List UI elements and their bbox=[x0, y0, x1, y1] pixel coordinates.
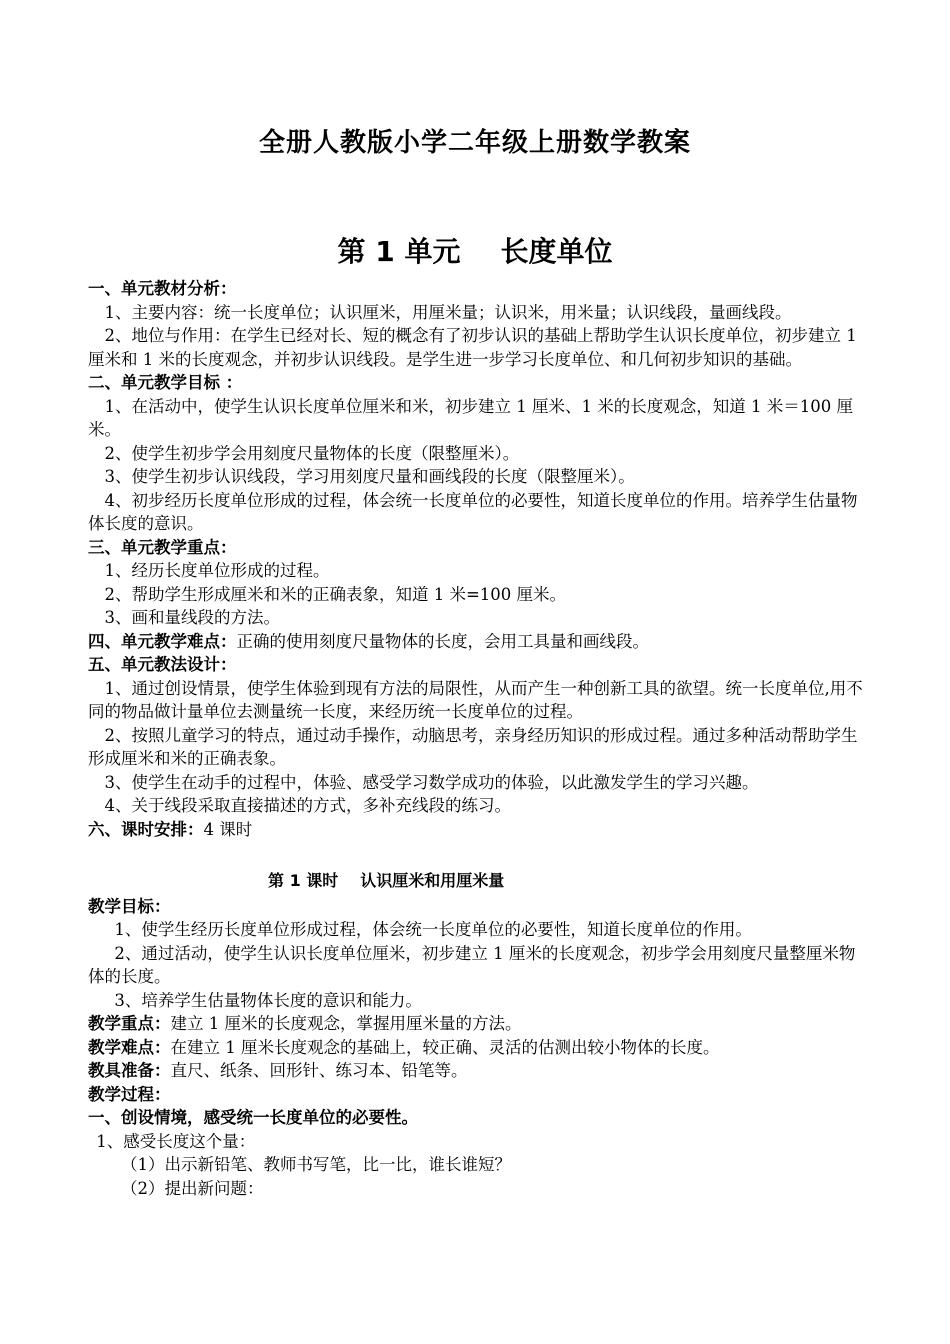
list-item: （2）提出新问题： bbox=[121, 1178, 264, 1198]
list-item: 2、使学生初步学会用刻度尺量物体的长度（限整厘米）。 bbox=[104, 443, 520, 463]
list-item: 2、帮助学生形成厘米和米的正确表象，知道 1 米=100 厘米。 bbox=[104, 584, 567, 604]
list-item: 1、使学生经历长度单位形成过程，体会统一长度单位的必要性，知道长度单位的作用。 bbox=[114, 920, 752, 939]
list-item: 3、画和量线段的方法。 bbox=[104, 608, 280, 627]
lesson-title bbox=[88, 869, 868, 893]
list-item: 4、关于线段采取直接描述的方式，多补充线段的练习。 bbox=[104, 796, 511, 815]
tools-line bbox=[88, 1059, 868, 1083]
unit-number: 第 1 单元 bbox=[337, 235, 461, 268]
section-heading: 一、单元教材分析： bbox=[88, 279, 237, 298]
difficulty-line bbox=[88, 1036, 868, 1060]
section-line bbox=[88, 630, 868, 654]
list-item: 2、按照儿童学习的特点，通过动手操作，动脑思考，亲身经历知识的形成过程。通过多种活动帮助学生形成厘米和米的正确表象。 bbox=[88, 725, 858, 768]
goals-heading: 教学目标： bbox=[88, 896, 171, 916]
paragraph: 1、主要内容：统一长度单位；认识厘米，用厘米量；认识米，用米量；认识线段，量画线段。 bbox=[104, 302, 792, 322]
list-item: 3、使学生初步认识线段，学习用刻度尺量和画线段的长度（限整厘米）。 bbox=[104, 467, 635, 486]
key-point-label: 教学重点： bbox=[88, 1014, 171, 1033]
section-heading: 三、单元教学重点： bbox=[88, 537, 237, 557]
paragraph: 2、地位与作用：在学生已经对长、短的概念有了初步认识的基础上帮助学生认识长度单位，初步建立 1 厘米和 1 米的长度观念，并初步认识线段。是学生进一步学习长度单位、和几何初步知识的基础。 bbox=[88, 326, 857, 369]
section-heading: 六、课时安排： bbox=[88, 819, 204, 839]
list-item: 2、通过活动，使学生认识长度单位厘米，初步建立 1 厘米的长度观念，初步学会用刻度尺量整厘米物体的长度。 bbox=[88, 943, 856, 986]
list-item: 4、初步经历长度单位形成的过程，体会统一长度单位的必要性，知道长度单位的作用。培养学生估量物体长度的意识。 bbox=[88, 490, 858, 533]
difficulty-label: 教学难点： bbox=[88, 1037, 171, 1057]
lesson-name: 认识厘米和用厘米量 bbox=[360, 871, 505, 890]
list-item: 3、使学生在动手的过程中，体验、感受学习数学成功的体验，以此激发学生的学习兴趣。 bbox=[104, 772, 759, 792]
step-heading: 一、创设情境，感受统一长度单位的必要性。 bbox=[88, 1108, 418, 1127]
difficulty-text: 在建立 1 厘米长度观念的基础上，较正确、灵活的估测出较小物体的长度。 bbox=[170, 1037, 720, 1057]
tools-label: 教具准备： bbox=[88, 1061, 171, 1080]
list-item: 1、通过创设情景，使学生体验到现有方法的局限性，从而产生一种创新工具的欲望。统一长度单位,用不同的物品做计量单位去测量统一长度，来经历统一长度单位的过程。 bbox=[88, 678, 863, 721]
list-item: 1、经历长度单位形成的过程。 bbox=[104, 561, 330, 580]
section-text: 正确的使用刻度尺量物体的长度，会用工具量和画线段。 bbox=[236, 631, 649, 651]
document-title: 全册人教版小学二年级上册数学教案 bbox=[258, 128, 691, 158]
section-heading: 二、单元教学目标 ： bbox=[88, 373, 243, 392]
section-heading: 四、单元教学难点： bbox=[88, 631, 237, 651]
unit-name: 长度单位 bbox=[500, 235, 613, 268]
key-point-text: 建立 1 厘米的长度观念，掌握用厘米量的方法。 bbox=[170, 1014, 522, 1033]
tools-text: 直尺、纸条、回形针、练习本、铅笔等。 bbox=[170, 1061, 468, 1080]
list-item: （1）出示新铅笔、教师书写笔，比一比，谁长谁短？ bbox=[121, 1155, 511, 1174]
lesson-number: 第 1 课时 bbox=[268, 871, 339, 890]
unit-title bbox=[0, 230, 950, 270]
list-item: 3、培养学生估量物体长度的意识和能力。 bbox=[114, 990, 422, 1010]
section-line bbox=[88, 818, 868, 842]
key-point-line bbox=[88, 1012, 868, 1036]
list-item: 1、在活动中，使学生认识长度单位厘米和米，初步建立 1 厘米、1 米的长度观念，知道 1 米＝100 厘米。 bbox=[88, 396, 853, 439]
section-heading: 五、单元教法设计： bbox=[88, 655, 237, 674]
section-text: 4 课时 bbox=[203, 819, 253, 839]
process-heading: 教学过程： bbox=[88, 1084, 171, 1104]
step-subheading: 1、感受长度这个量： bbox=[96, 1131, 256, 1151]
document-body bbox=[88, 277, 868, 1200]
